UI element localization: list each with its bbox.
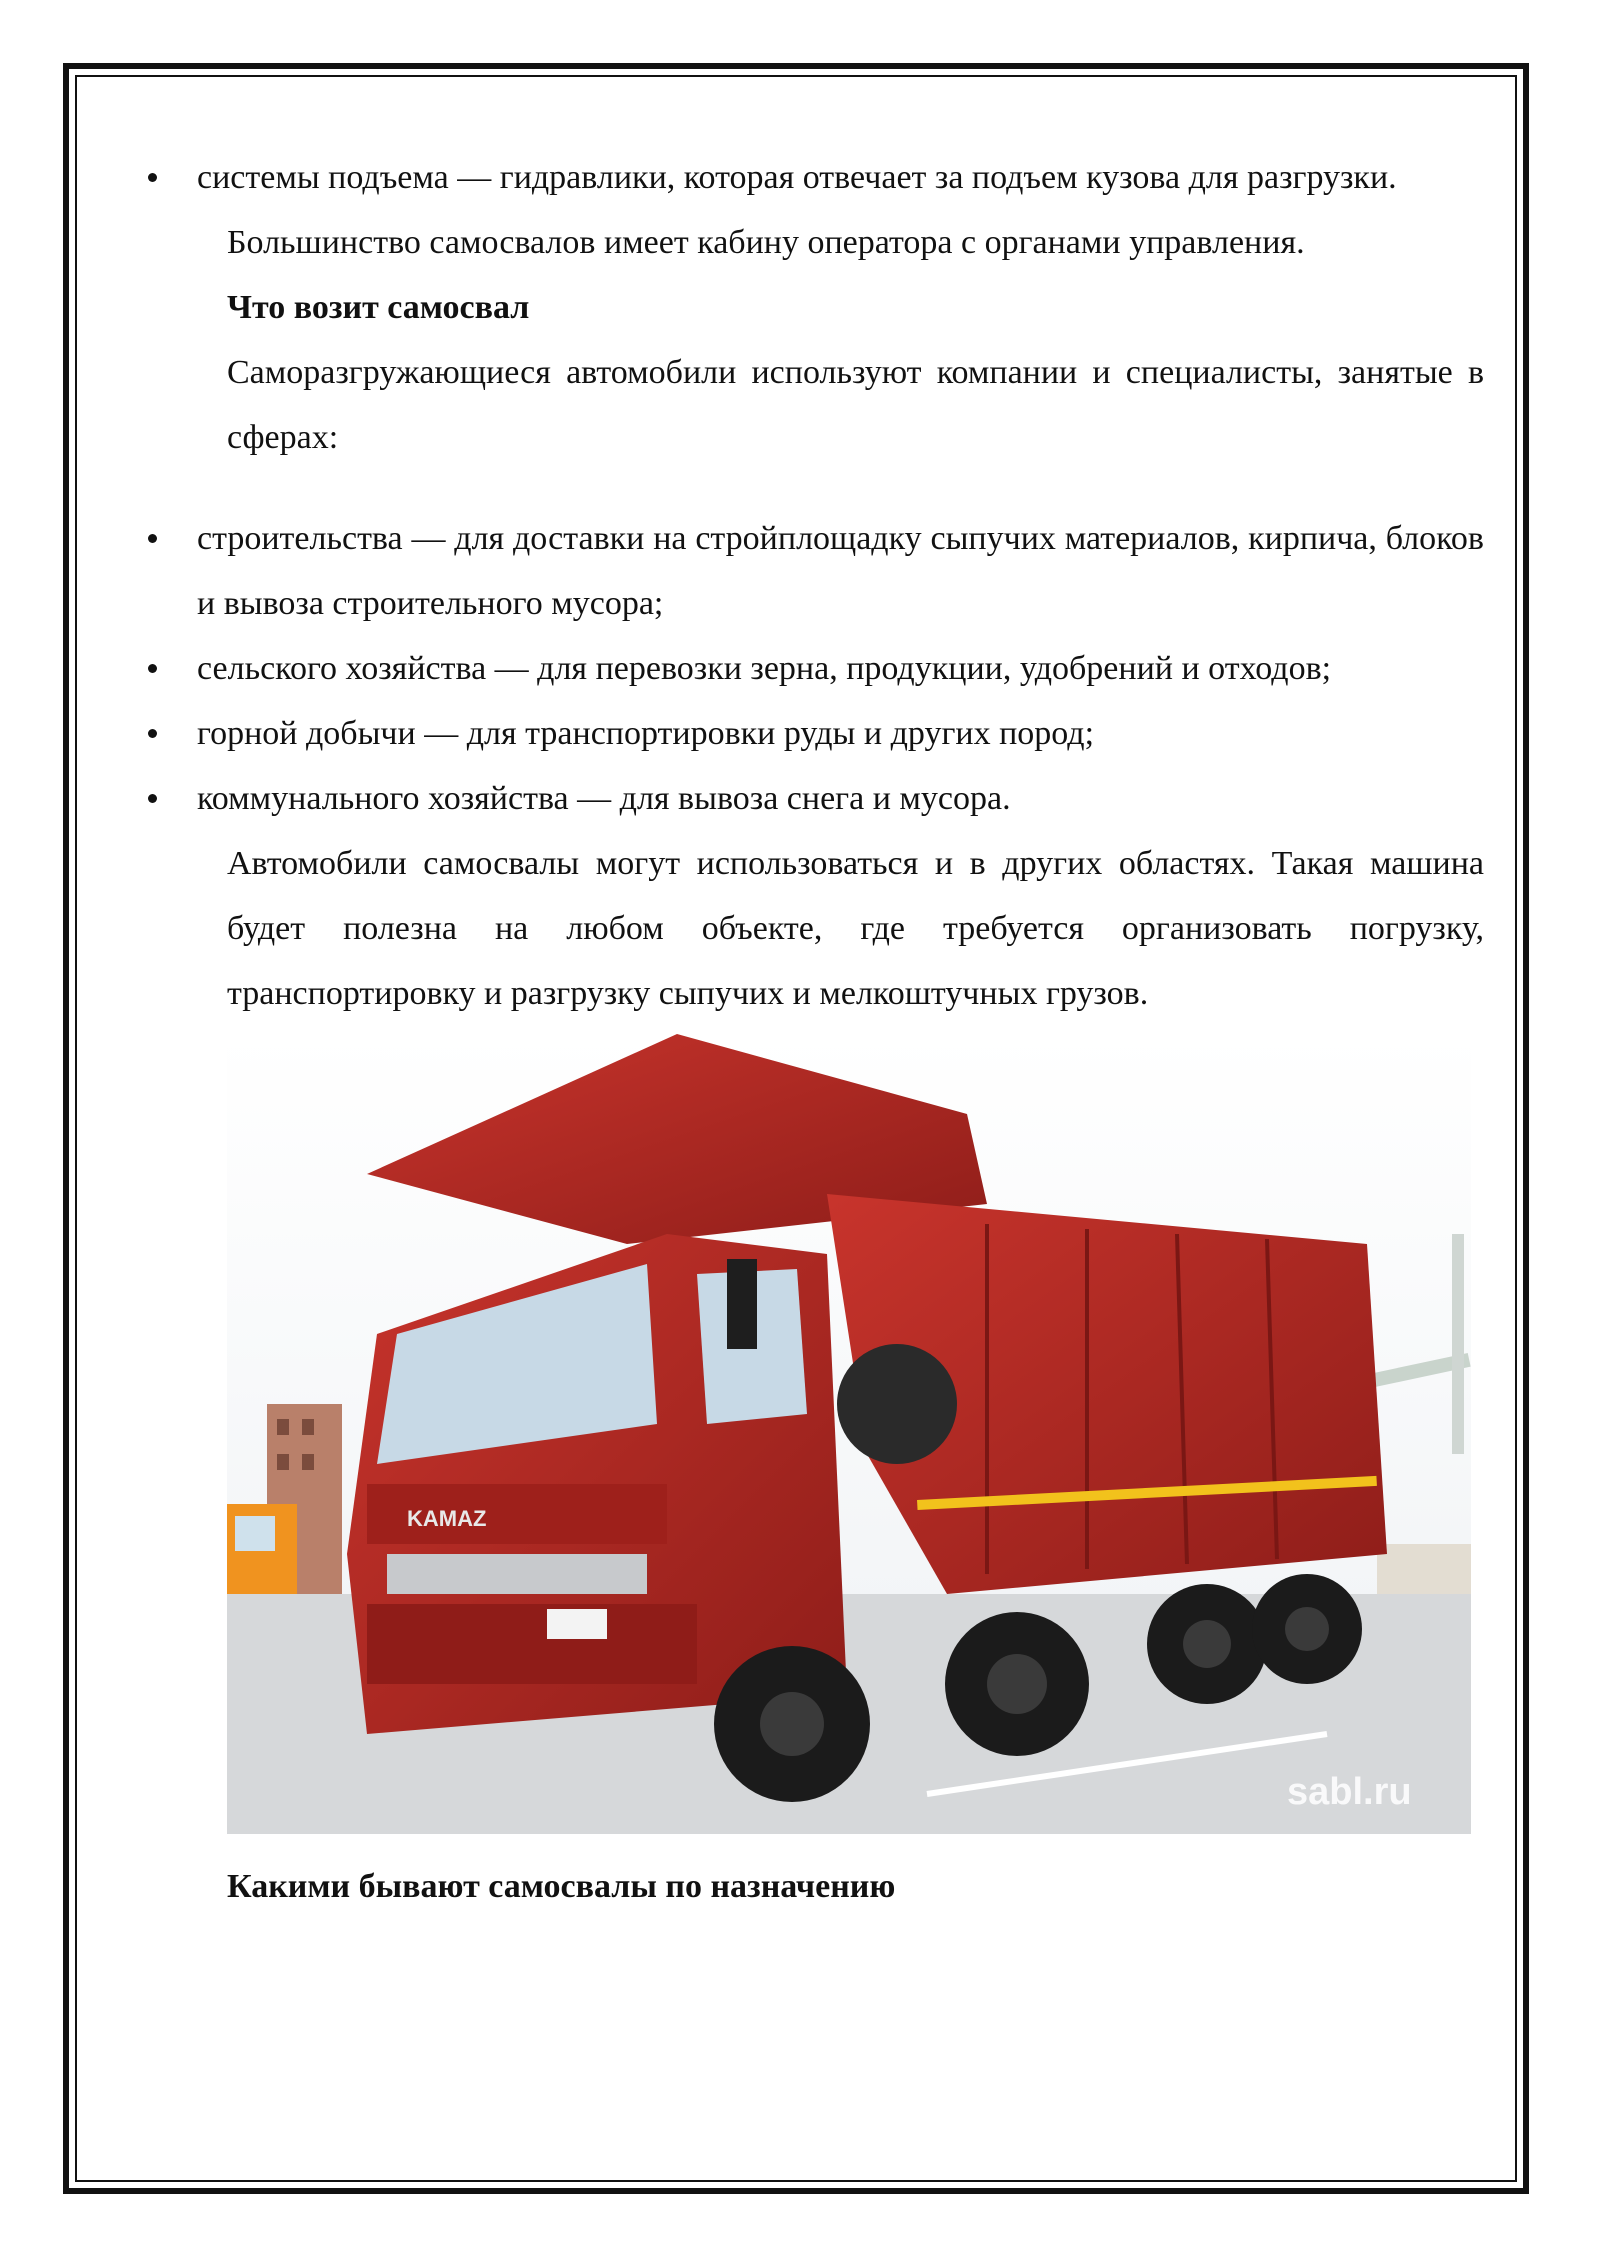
bullet-icon (148, 173, 157, 182)
dump-truck-photo (227, 1034, 1471, 1834)
section-heading-purpose: Какими бывают самосвалы по назначению (227, 1868, 896, 1905)
bullet-icon (148, 534, 157, 543)
list-item-utilities: коммунального хозяйства — для вывоза снега и мусора. (140, 766, 1484, 831)
heading-cargo: Что возит самосвал (227, 289, 530, 326)
list-item-agriculture: сельского хозяйства — для перевозки зерна, продукции, удобрений и отходов; (140, 636, 1484, 701)
document-body (140, 145, 1484, 1919)
photo-watermark: sabl.ru (1287, 1771, 1412, 1813)
bullet-icon (148, 729, 157, 738)
truck-brand-label: KAMAZ (407, 1506, 487, 1531)
paragraph-cabin: Большинство самосвалов имеет кабину оператора с органами управления. (227, 224, 1305, 261)
list-item-construction: строительства — для доставки на стройплощадку сыпучих материалов, кирпича, блоков и вывоза строительного мусора; (140, 506, 1484, 636)
paragraph-other-areas: Автомобили самосвалы могут использоваться и в других областях. Такая машина будет полезна на любом объекте, где требуется организовать погрузку, транспортировку и разгрузку сыпучих и мелкоштучных грузов. (227, 845, 1484, 1012)
list-item-mining: горной добычи — для транспортировки руды и других пород; (140, 701, 1484, 766)
bullet-icon (148, 794, 157, 803)
spacer (140, 470, 1484, 506)
paragraph-users: Саморазгружающиеся автомобили используют компании и специалисты, занятые в сферах: (227, 354, 1484, 456)
list-item-lift: системы подъема — гидравлики, которая отвечает за подъем кузова для разгрузки. (140, 145, 1484, 210)
bullet-icon (148, 664, 157, 673)
